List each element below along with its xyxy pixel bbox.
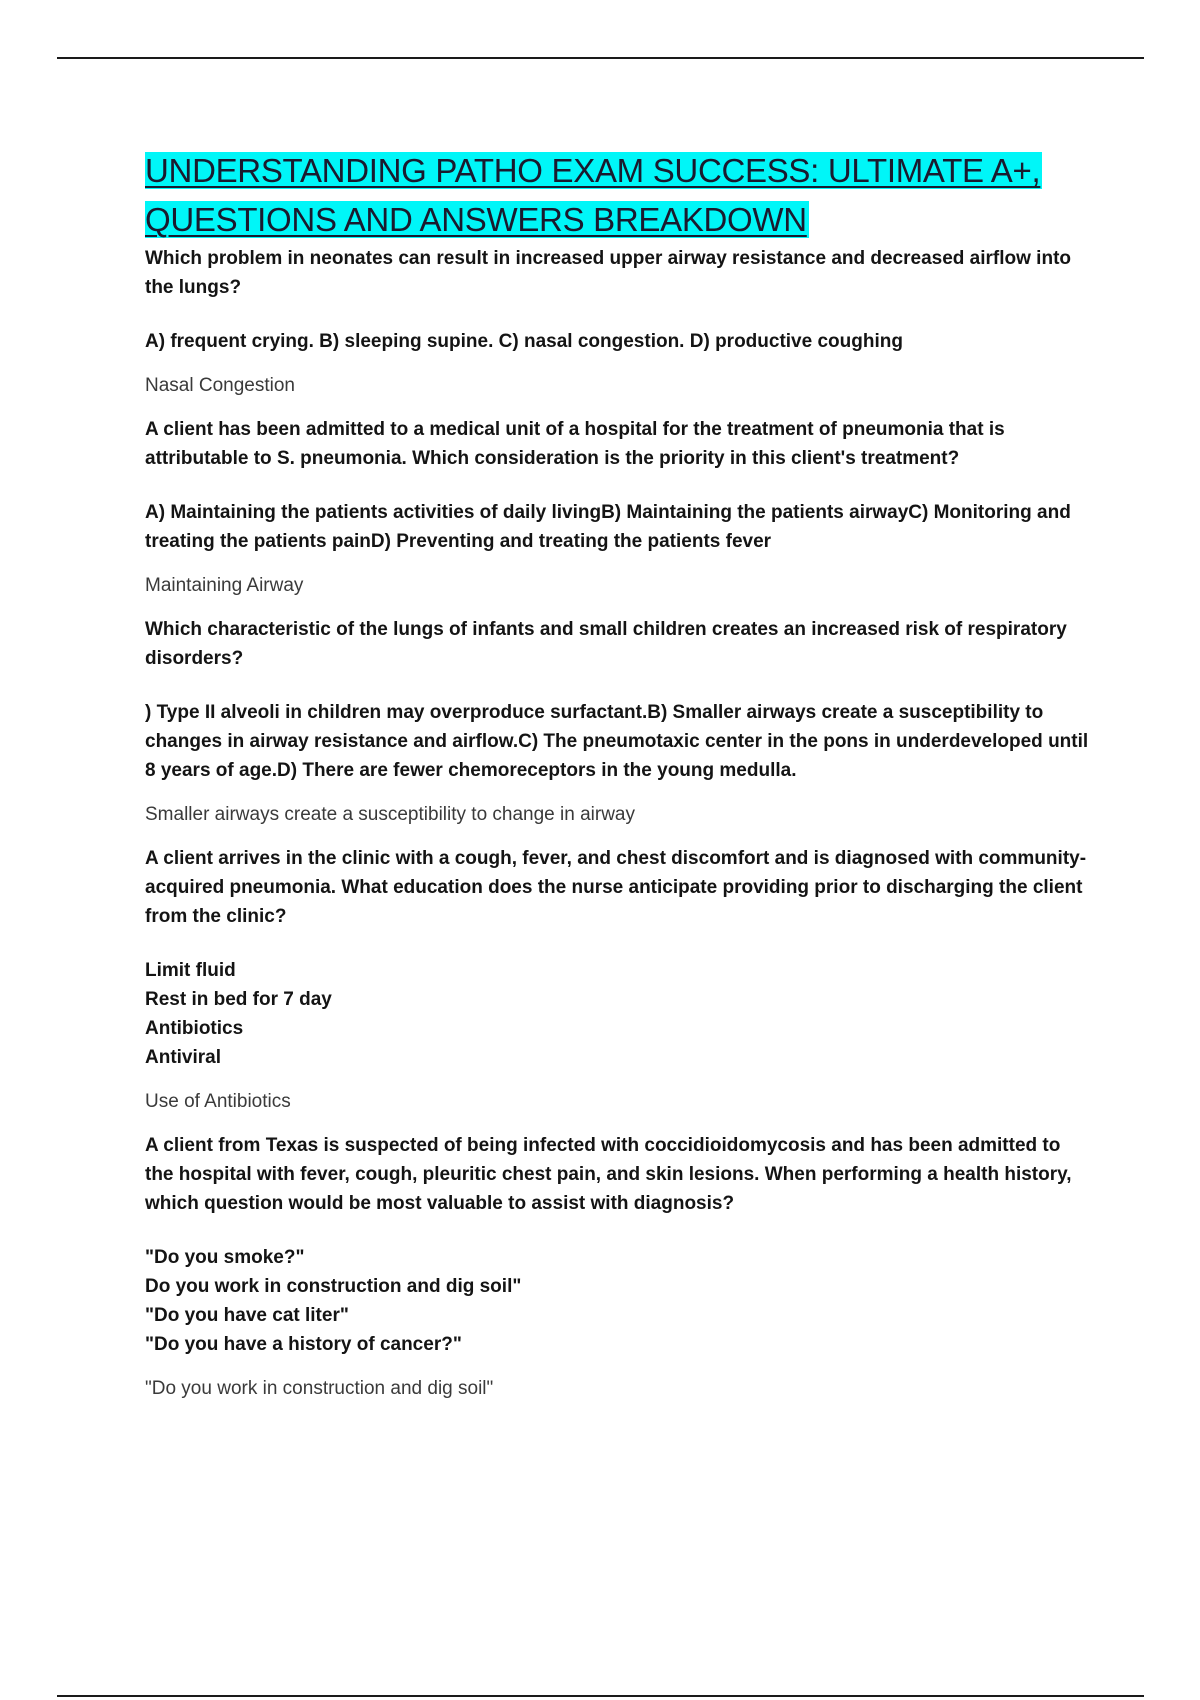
document-title-text: UNDERSTANDING PATHO EXAM SUCCESS: ULTIMATE A+, QUESTIONS AND ANSWERS BREAKDOWN: [145, 152, 1041, 238]
question-text: Which characteristic of the lungs of infants and small children creates an increased risk of respiratory disorders?: [145, 619, 1067, 669]
answer-text: "Do you work in construction and dig soil": [145, 1378, 494, 1399]
answer-text: Use of Antibiotics: [145, 1091, 291, 1112]
footer-rule: [57, 1695, 1144, 1697]
question-text: A client has been admitted to a medical unit of a hospital for the treatment of pneumonia that is attributable to S. pneumonia. Which consideration is the priority in this client's treatment?: [145, 419, 1005, 469]
options-list: [145, 1243, 1090, 1359]
question-text: Which problem in neonates can result in increased upper airway resistance and decreased airflow into the lungs?: [145, 248, 1071, 298]
options-text: ) Type II alveoli in children may overproduce surfactant.B) Smaller airways create a susceptibility to changes in airway resistance and airflow.C) The pneumotaxic center in the pons in underdeveloped until 8 years of age.D) There are fewer chemoreceptors in the young medulla.: [145, 702, 1089, 781]
option-item: "Do you have cat liter": [145, 1305, 349, 1326]
option-item: Do you work in construction and dig soil": [145, 1276, 522, 1297]
qa-item: [145, 415, 1090, 600]
options-text: A) frequent crying. B) sleeping supine. C) nasal congestion. D) productive coughing: [145, 331, 903, 352]
option-item: Antibiotics: [145, 1018, 244, 1039]
question-text: A client from Texas is suspected of being infected with coccidioidomycosis and has been admitted to the hospital with fever, cough, pleuritic chest pain, and skin lesions. When performing a health history, which question would be most valuable to assist with diagnosis?: [145, 1135, 1072, 1214]
qa-item: [145, 1131, 1090, 1403]
answer-text: Nasal Congestion: [145, 375, 295, 396]
qa-item: [145, 615, 1090, 829]
options-text: A) Maintaining the patients activities of daily livingB) Maintaining the patients airwayC) Monitoring and treating the patients painD) Preventing and treating the patients fever: [145, 502, 1071, 552]
option-item: Rest in bed for 7 day: [145, 989, 332, 1010]
document-title: [145, 146, 1090, 244]
option-item: Limit fluid: [145, 960, 236, 981]
qa-item: [145, 844, 1090, 1116]
answer-text: Smaller airways create a susceptibility to change in airway: [145, 804, 635, 825]
header-rule: [57, 57, 1144, 59]
option-item: "Do you have a history of cancer?": [145, 1334, 462, 1355]
qa-item: [145, 244, 1090, 400]
options-list: [145, 956, 1090, 1072]
question-text: A client arrives in the clinic with a cough, fever, and chest discomfort and is diagnosed with community-acquired pneumonia. What education does the nurse anticipate providing prior to discharging the client from the clinic?: [145, 848, 1087, 927]
option-item: "Do you smoke?": [145, 1247, 305, 1268]
document-body: [145, 146, 1090, 1403]
answer-text: Maintaining Airway: [145, 575, 304, 596]
option-item: Antiviral: [145, 1047, 222, 1068]
